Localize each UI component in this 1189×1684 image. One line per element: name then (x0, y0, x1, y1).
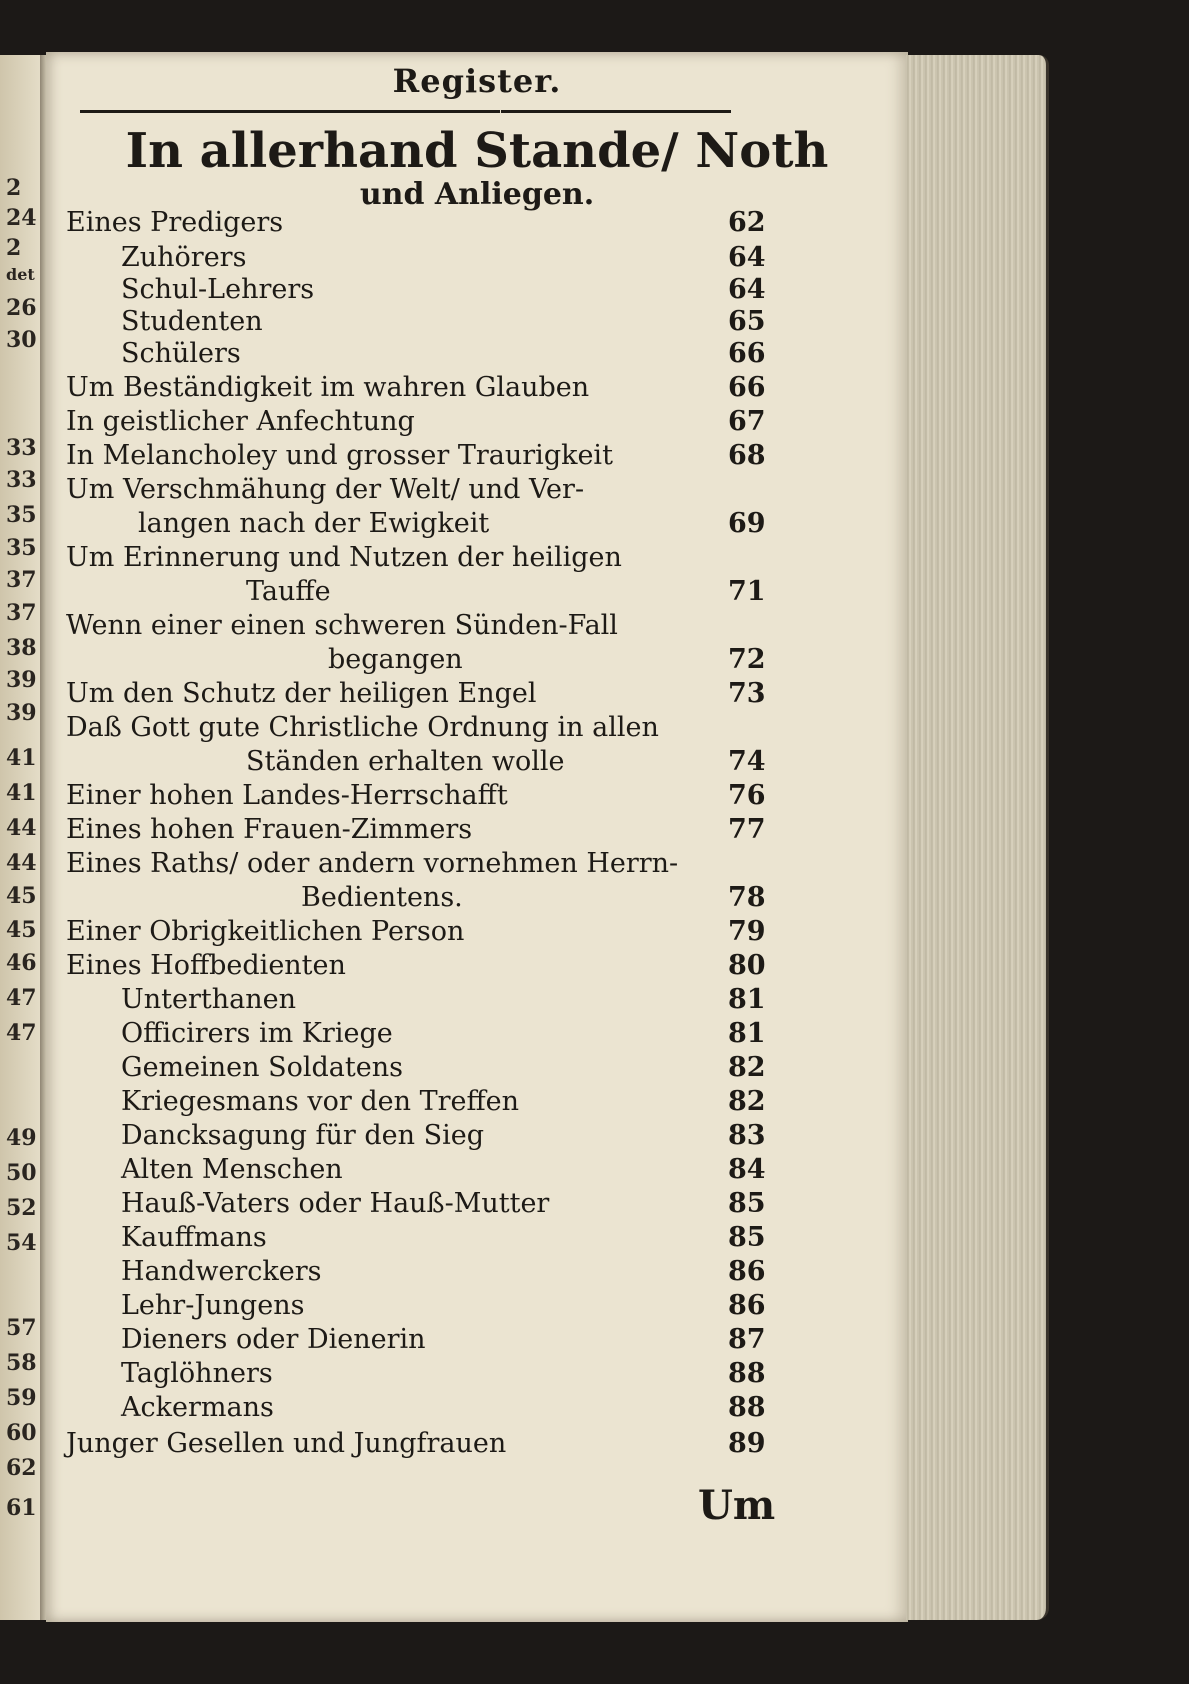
entry-label: Dieners oder Dienerin (121, 1324, 426, 1355)
left-margin-number: det (6, 265, 35, 284)
entry-label: Daß Gott gute Christliche Ordnung in allen (66, 712, 659, 743)
left-margin-number: 35 (6, 502, 37, 528)
register-page (46, 52, 908, 1622)
register-entry (66, 274, 806, 308)
register-entry (66, 984, 806, 1018)
section-subtitle: und Anliegen. (359, 177, 595, 212)
left-margin-number: 37 (6, 600, 37, 626)
entry-label: Dancksagung für den Sieg (121, 1120, 484, 1151)
left-margin-number: 54 (6, 1230, 37, 1256)
left-margin-number: 45 (6, 883, 37, 909)
left-margin-number: 57 (6, 1315, 37, 1341)
left-margin-number: 50 (6, 1160, 37, 1186)
entry-label: Eines Raths/ oder andern vornehmen Herrn- (66, 848, 679, 879)
register-entry (66, 1358, 806, 1392)
entry-page-number: 81 (728, 1018, 766, 1049)
entry-page-number: 78 (728, 882, 766, 913)
entry-label: Gemeinen Soldatens (121, 1052, 403, 1083)
entry-page-number: 67 (728, 406, 766, 437)
entry-label: Um Verschmähung der Welt/ und Ver- (66, 474, 585, 505)
entry-page-number: 86 (728, 1290, 766, 1321)
left-margin-number: 30 (6, 327, 37, 353)
register-entry (66, 542, 806, 607)
entry-page-number: 79 (728, 916, 766, 947)
register-entry (66, 1188, 806, 1222)
entry-label: Wenn einer einen schweren Sünden-Fall (66, 610, 618, 641)
entry-label: Officirers im Kriege (121, 1018, 393, 1049)
left-margin-number: 61 (6, 1495, 37, 1521)
entry-label: Kauffmans (121, 1222, 267, 1253)
left-margin-number: 45 (6, 917, 37, 943)
left-margin-number: 44 (6, 815, 37, 841)
entry-label: Taglöhners (121, 1358, 273, 1389)
entry-page-number: 68 (728, 440, 766, 471)
left-margin-number: 44 (6, 850, 37, 876)
entry-page-number: 82 (728, 1086, 766, 1117)
entry-label: Alten Menschen (121, 1154, 343, 1185)
register-entry (66, 1392, 806, 1426)
register-entry (66, 440, 806, 474)
entry-page-number: 81 (728, 984, 766, 1015)
entry-page-number: 82 (728, 1052, 766, 1083)
left-margin-number: 39 (6, 667, 37, 693)
entry-label: Um Erinnerung und Nutzen der heiligen (66, 542, 622, 573)
entry-page-number: 87 (728, 1324, 766, 1355)
entry-page-number: 89 (728, 1428, 766, 1459)
register-entry (66, 916, 806, 950)
register-entry (66, 950, 806, 984)
register-entry (66, 1086, 806, 1120)
entry-label: Um den Schutz der heiligen Engel (66, 678, 537, 709)
entry-page-number: 66 (728, 338, 766, 369)
register-entry (66, 242, 806, 276)
register-entry (66, 780, 806, 814)
register-entry (66, 207, 806, 241)
entry-page-number: 76 (728, 780, 766, 811)
register-entry (66, 1324, 806, 1358)
register-entry (66, 406, 806, 440)
entry-label: Einer Obrigkeitlichen Person (66, 916, 465, 947)
left-margin-number: 41 (6, 780, 37, 806)
register-entry (66, 1428, 806, 1462)
register-entry (66, 712, 806, 777)
left-margin-number: 33 (6, 467, 37, 493)
register-entry (66, 1256, 806, 1290)
left-margin-number: 59 (6, 1385, 37, 1411)
entry-continuation: begangen (328, 644, 463, 675)
left-margin-number: 47 (6, 1020, 37, 1046)
entry-page-number: 85 (728, 1188, 766, 1219)
left-margin-number: 24 (6, 205, 37, 231)
catchword: Um (698, 1482, 776, 1529)
entry-page-number: 88 (728, 1358, 766, 1389)
entry-page-number: 83 (728, 1120, 766, 1151)
entry-label: Eines hohen Frauen-Zimmers (66, 814, 473, 845)
left-margin-number: 35 (6, 535, 37, 561)
register-entry (66, 306, 806, 340)
left-margin-number: 33 (6, 435, 37, 461)
left-margin-number: 62 (6, 1455, 37, 1481)
entry-label: Eines Predigers (66, 207, 284, 238)
entry-page-number: 71 (728, 576, 766, 607)
entry-page-number: 80 (728, 950, 766, 981)
entry-label: Ackermans (121, 1392, 274, 1423)
left-margin-number: 49 (6, 1125, 37, 1151)
register-entry (66, 610, 806, 675)
entry-label: Junger Gesellen und Jungfrauen (66, 1428, 507, 1459)
entry-label: Kriegesmans vor den Treffen (121, 1086, 520, 1117)
left-margin-number: 2 (6, 235, 22, 261)
register-entry (66, 814, 806, 848)
left-margin-number: 38 (6, 635, 37, 661)
entry-page-number: 73 (728, 678, 766, 709)
entry-label: Eines Hoffbedienten (66, 950, 346, 981)
entry-continuation: Bedientens. (301, 882, 463, 913)
register-entry (66, 372, 806, 406)
entry-continuation: Ständen erhalten wolle (246, 746, 565, 777)
entry-label: Unterthanen (121, 984, 296, 1015)
facing-left-page (0, 55, 44, 1620)
entry-page-number: 64 (728, 242, 766, 273)
register-entry (66, 678, 806, 712)
register-entry (66, 338, 806, 372)
book-page-edges (906, 55, 1049, 1620)
entry-continuation: Tauffe (246, 576, 331, 607)
left-margin-number: 60 (6, 1420, 37, 1446)
entry-label: Hauß-Vaters oder Hauß-Mutter (121, 1188, 550, 1219)
register-entry (66, 848, 806, 913)
left-margin-number: 47 (6, 985, 37, 1011)
register-entry (66, 1018, 806, 1052)
entry-label: Schülers (121, 338, 241, 369)
entry-continuation: langen nach der Ewigkeit (138, 508, 490, 539)
left-margin-number: 26 (6, 295, 37, 321)
register-entry (66, 1222, 806, 1256)
entry-page-number: 65 (728, 306, 766, 337)
entry-page-number: 74 (728, 746, 766, 777)
entry-page-number: 64 (728, 274, 766, 305)
entry-label: In Melancholey und grosser Traurigkeit (66, 440, 613, 471)
left-margin-number: 41 (6, 745, 37, 771)
register-entry (66, 474, 806, 539)
entry-label: Handwerckers (121, 1256, 322, 1287)
entry-label: Schul-Lehrers (121, 274, 315, 305)
entry-label: Studenten (121, 306, 263, 337)
register-entry (66, 1052, 806, 1086)
left-margin-number: 58 (6, 1350, 37, 1376)
section-title: In allerhand Stande/ Noth (125, 123, 829, 179)
entry-page-number: 84 (728, 1154, 766, 1185)
entry-page-number: 72 (728, 644, 766, 675)
register-entry (66, 1154, 806, 1188)
entry-page-number: 77 (728, 814, 766, 845)
entry-page-number: 69 (728, 508, 766, 539)
left-margin-number: 37 (6, 567, 37, 593)
entry-page-number: 88 (728, 1392, 766, 1423)
register-entry (66, 1120, 806, 1154)
entry-page-number: 66 (728, 372, 766, 403)
entry-label: In geistlicher Anfechtung (66, 406, 415, 437)
left-margin-number: 46 (6, 950, 37, 976)
entry-page-number: 85 (728, 1222, 766, 1253)
register-entries (46, 52, 908, 1622)
entry-label: Um Beständigkeit im wahren Glauben (66, 372, 590, 403)
entry-label: Einer hohen Landes-Herrschafft (66, 780, 508, 811)
register-entry (66, 1290, 806, 1324)
entry-label: Zuhörers (121, 242, 247, 273)
entry-page-number: 86 (728, 1256, 766, 1287)
left-margin-number: 39 (6, 700, 37, 726)
entry-label: Lehr-Jungens (121, 1290, 305, 1321)
entry-page-number: 62 (728, 207, 766, 238)
running-header: Register. (392, 62, 562, 100)
left-margin-number: 2 (6, 175, 22, 201)
left-margin-number: 52 (6, 1195, 37, 1221)
